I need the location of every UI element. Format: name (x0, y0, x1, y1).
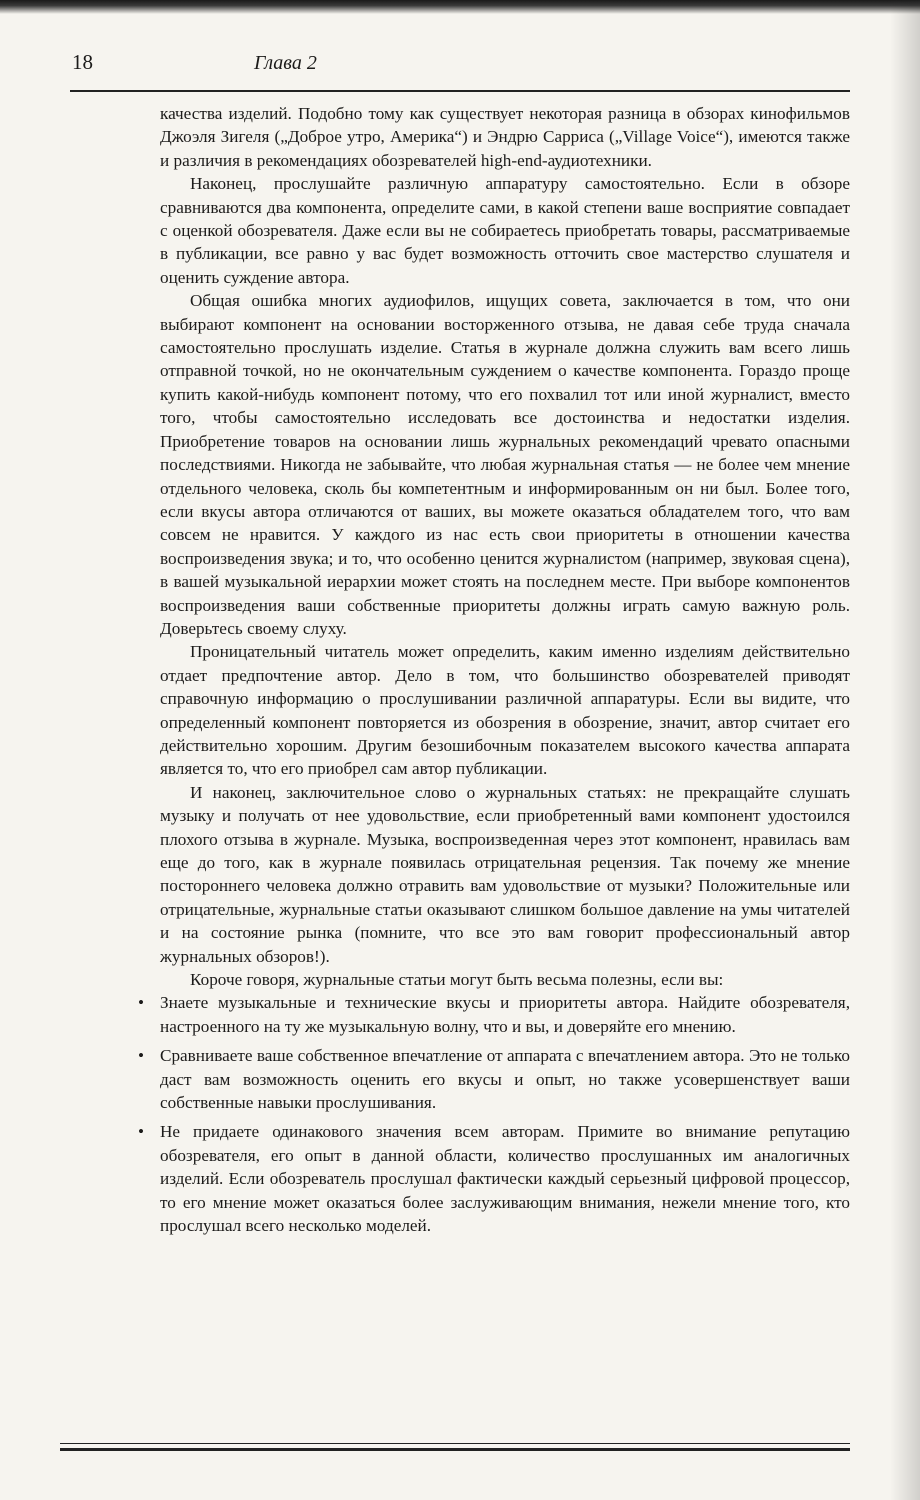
paragraph: Проницательный читатель может определить, каким именно изделиям действительно отдает предпочтение автор. Дело в том, что большинство обозревателей приводят справочную информацию о прослушивании различной аппаратуры. Если вы видите, что определенный компонент повторяется из обозрения в обозрение, значит, автор считает его действительно хорошим. Другим безошибочным показателем высокого качества аппарата является то, что его приобрел сам автор публикации. (160, 642, 850, 779)
list-item-text: Не придаете одинакового значения всем авторам. Примите во внимание репутацию обозревателя, его опыт в данной области, количество прослушанных им аналогичных изделий. Если обозреватель прослушал фактически каждый серьезный цифровой процессор, то его мнение может оказаться более заслуживающим внимания, нежели мнение того, кто прослушал всего несколько моделей. (160, 1122, 850, 1236)
body-text (138, 102, 850, 1244)
list-intro: Короче говоря, журнальные статьи могут быть весьма полезны, если вы: (190, 970, 724, 990)
list-item (138, 1044, 850, 1114)
list-item-text: Сравниваете ваше собственное впечатление от аппарата с впечатлением автора. Это не только даст вам возможность оценить его вкусы и опыт, но также усовершенствует ваши собственные навыки прослушивания. (160, 1046, 850, 1113)
scan-shadow-right (890, 0, 920, 1500)
list-item (138, 991, 850, 1038)
list-item (138, 1120, 850, 1237)
scan-shadow-top (0, 0, 920, 14)
paragraph: И наконец, заключительное слово о журнальных статьях: не прекращайте слушать музыку и получать от нее удовольствие, если приобретенный вами компонент удостоился плохого отзыва в журнале. Музыка, воспроизведенная через этот компонент, нравилась вам еще до того, как в журнале появилась отрицательная рецензия. Так почему же мнение постороннего человека должно отравить вам удовольствие от музыки? Положительные или отрицательные, журнальные статьи оказывают слишком большое давление на умы читателей и на состояние рынка (помните, что все это вам говорит профессиональный автор журнальных обзоров!). (160, 782, 850, 966)
footer-rule-thin (60, 1443, 850, 1444)
footer-rule-thick (60, 1448, 850, 1451)
page-number: 18 (72, 50, 93, 74)
list-item-text: Знаете музыкальные и технические вкусы и приоритеты автора. Найдите обозревателя, настроенного на ту же музыкальную волну, что и вы, и доверяйте его мнению. (160, 993, 850, 1036)
header-rule (70, 90, 850, 92)
paragraph: Общая ошибка многих аудиофилов, ищущих совета, заключается в том, что они выбирают компонент на основании восторженного отзыва, не давая себе труда сначала самостоятельно прослушать изделие. Статья в журнале должна служить вам всего лишь отправной точкой, но не окончательным суждением о качестве компонента. Гораздо проще купить какой-нибудь компонент потому, что его похвалил тот или иной журналист, вместо того, чтобы самостоятельно исследовать все достоинства и недостатки изделия. Приобретение товаров на основании лишь журнальных рекомендаций чревато опасными последствиями. Никогда не забывайте, что любая журнальная статья — не более чем мнение отдельного человека, сколь бы компетентным и информированным он ни был. Более того, если вкусы автора отличаются от ваших, вы можете оказаться обладателем того, что вам совсем не нравится. У каждого из нас есть свои приоритеты в отношении качества воспроизведения звука; и то, что особенно ценится журналистом (например, звуковая сцена), в вашей музыкальной иерархии может стоять на последнем месте. При выборе компонентов воспроизведения ваши собственные приоритеты должны играть самую важную роль. Доверьтесь своему слуху. (160, 291, 850, 638)
bullet-icon: • (138, 1122, 145, 1142)
paragraph: Наконец, прослушайте различную аппаратуру самостоятельно. Если в обзоре сравниваются два компонента, определите сами, в какой степени ваше восприятие совпадает с оценкой обозревателя. Даже если вы не собираетесь приобретать товары, рассматриваемые в публикации, все равно у вас будет возможность отточить свое мастерство слушателя и оценить суждение автора. (160, 174, 850, 287)
chapter-title: Глава 2 (254, 52, 317, 74)
running-head (60, 50, 850, 84)
bullet-icon: • (138, 1046, 145, 1066)
paragraph-continuation: качества изделий. Подобно тому как существует некоторая разница в обзорах кинофильмов Джоэля Зигеля („Доброе утро, Америка“) и Эндрю Сарриса („Village Voice“), имеются также и различия в рекомендациях обозревателей high-end-аудиотехники. (160, 104, 850, 170)
book-page (60, 40, 860, 1480)
bullet-list (138, 991, 850, 1237)
bullet-icon: • (138, 993, 145, 1013)
